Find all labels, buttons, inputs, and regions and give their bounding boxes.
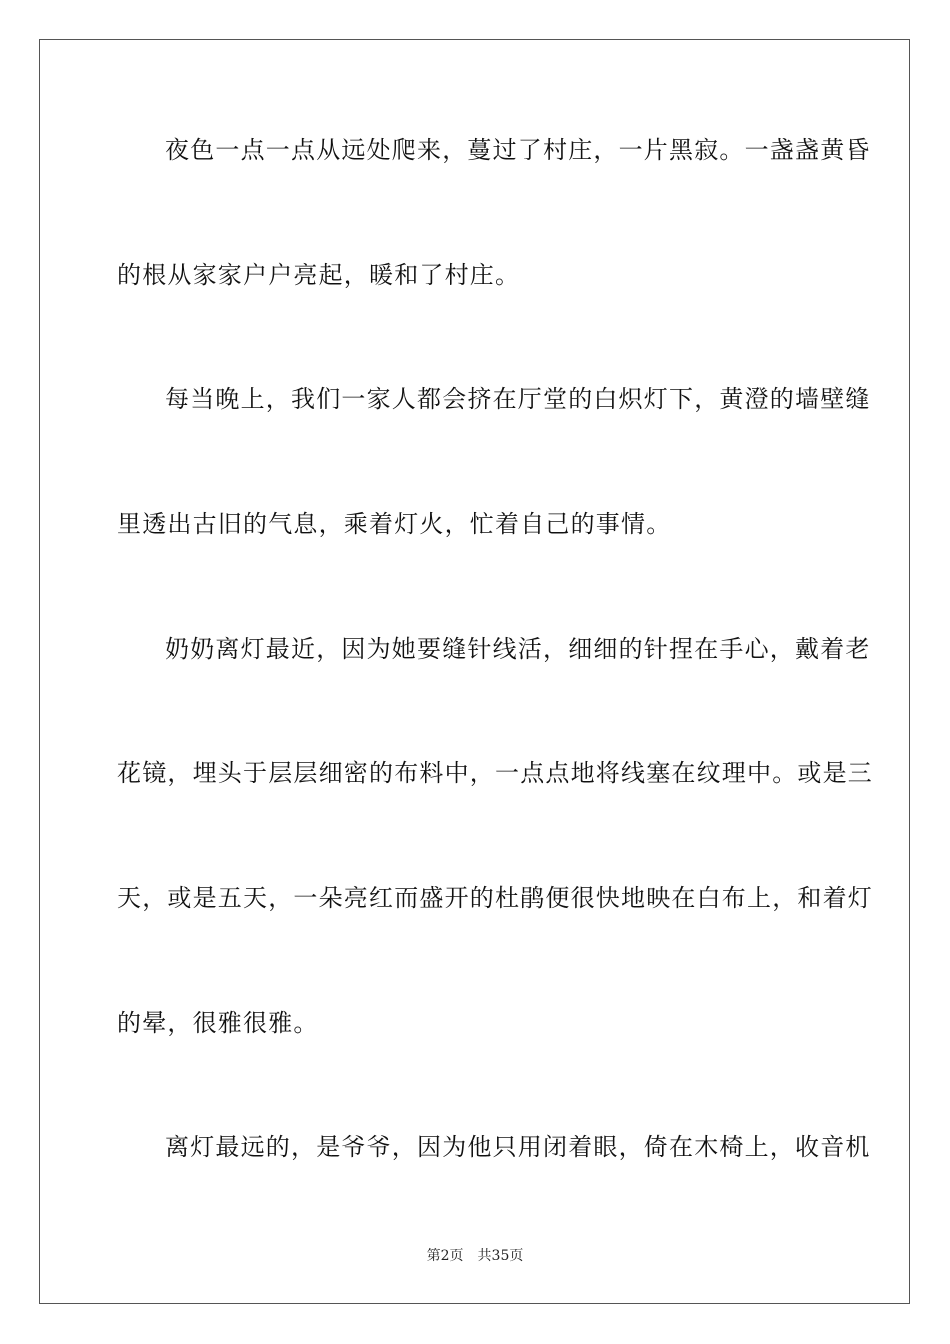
paragraph-1-line-2: 的根从家家户户亮起，暖和了村庄。: [117, 261, 521, 289]
paragraph-4-line-1: 离灯最远的，是爷爷，因为他只用闭着眼，倚在木椅上，收音机: [165, 1133, 871, 1161]
paragraph-1-line-1: 夜色一点一点从远处爬来，蔓过了村庄，一片黑寂。一盏盏黄昏: [165, 136, 871, 164]
page-border: [39, 39, 910, 1304]
page-number-footer: 第2页 共35页: [426, 1248, 524, 1264]
paragraph-3-line-4: 的晕，很雅很雅。: [117, 1009, 319, 1037]
paragraph-2-line-2: 里透出古旧的气息，乘着灯火，忙着自己的事情。: [117, 510, 672, 538]
paragraph-2-line-1: 每当晚上，我们一家人都会挤在厅堂的白炽灯下，黄澄的墙壁缝: [165, 385, 871, 413]
paragraph-3-line-2: 花镜，埋头于层层细密的布料中，一点点地将线塞在纹理中。或是三: [117, 759, 873, 787]
paragraph-3-line-3: 天，或是五天，一朵亮红而盛开的杜鹃便很快地映在白布上，和着灯: [117, 884, 873, 912]
paragraph-3-line-1: 奶奶离灯最近，因为她要缝针线活，细细的针捏在手心，戴着老: [165, 635, 871, 663]
